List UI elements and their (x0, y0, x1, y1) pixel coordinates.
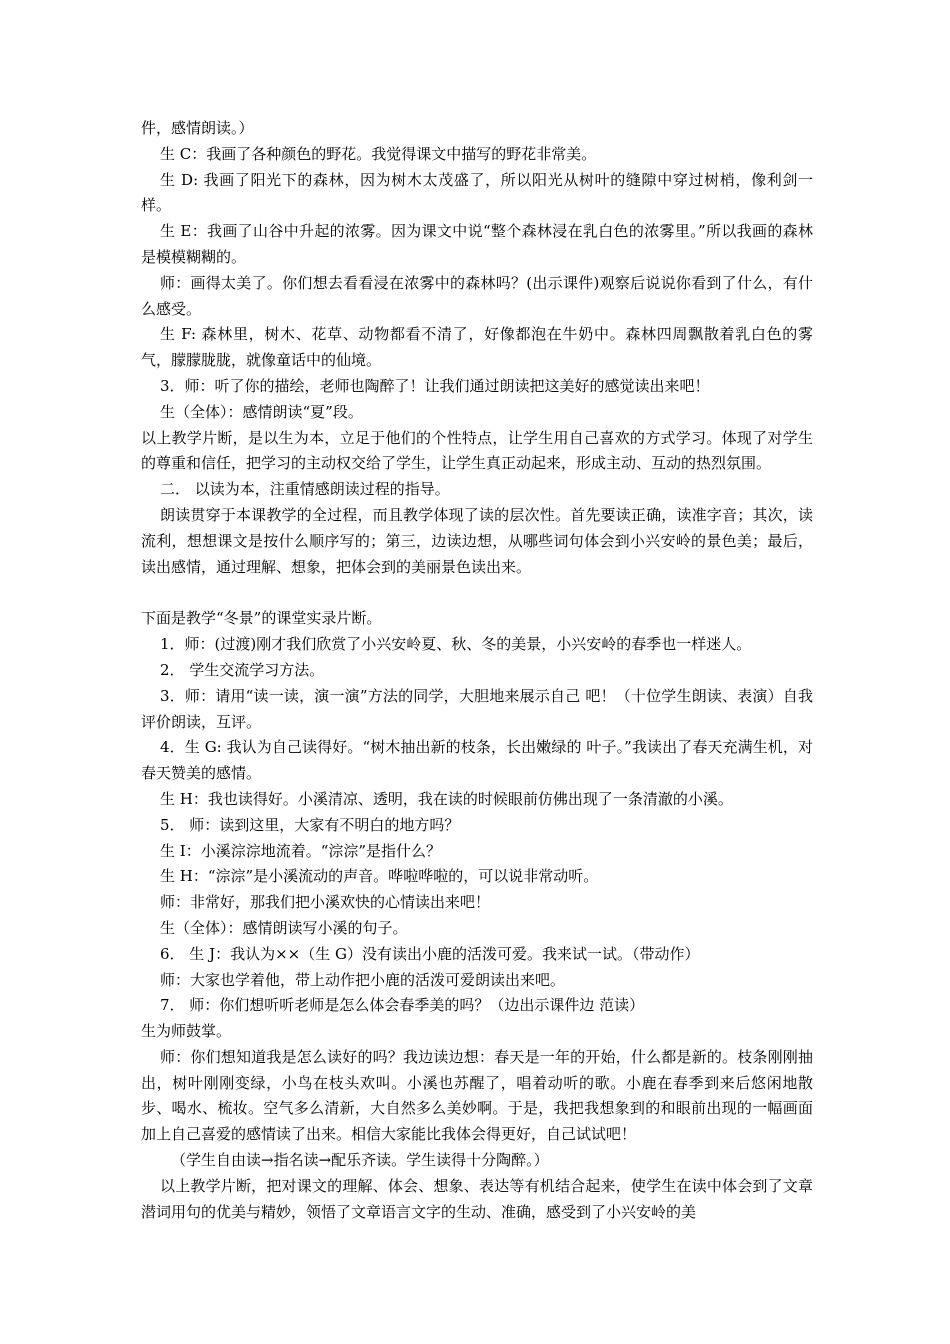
paragraph: 6． 生 J：我认为××（生 G）没有读出小鹿的活泼可爱。我来试一试。（带动作） (160, 944, 700, 963)
document-body (141, 116, 813, 1225)
paragraph: 下面是教学“冬景”的课堂实录片断。 (141, 609, 382, 628)
paragraph: 1．师：(过渡)刚才我们欣赏了小兴安岭夏、秋、冬的美景，小兴安岭的春季也一样迷人。 (160, 635, 752, 654)
paragraph: 师：画得太美了。你们想去看看浸在浓雾中的森林吗？(出示课件)观察后说说你看到了什么，有什么感受。 (141, 273, 813, 318)
paragraph: 生 E：我画了山谷中升起的浓雾。因为课文中说“整个森林浸在乳白色的浓雾里。”所以我画的森林是模模糊糊的。 (141, 222, 813, 266)
blank-line (141, 580, 813, 606)
paragraph: 生 H：我也读得好。小溪清凉、透明，我在读的时候眼前仿佛出现了一条清澈的小溪。 (160, 789, 733, 808)
paragraph: 生为师鼓掌。 (141, 1022, 232, 1041)
paragraph: 生 C：我画了各种颜色的野花。我觉得课文中描写的野花非常美。 (160, 144, 597, 163)
paragraph: 师：你们想知道我是怎么读好的吗？我边读边想：春天是一年的开始，什么都是新的。枝条刚刚抽出，树叶刚刚变绿，小鸟在枝头欢叫。小溪也苏醒了，唱着动听的歌。小鹿在春季到来后悠闲地散步、喝水、梳妆。空气多么清新，大自然多么美妙啊。于是，我把我想象到的和眼前出现的一幅画面加上自己喜爱的感情读了出来。相信大家能比我体会得更好，自己试试吧！ (141, 1047, 813, 1144)
paragraph: （学生自由读→指名读→配乐齐读。学生读得十分陶醉。） (171, 1151, 549, 1170)
paragraph: 生 I：小溪淙淙地流着。“淙淙”是指什么？ (160, 841, 442, 860)
paragraph: 2． 学生交流学习方法。 (160, 660, 325, 679)
paragraph: 师：非常好，那我们把小溪欢快的心情读出来吧！ (160, 893, 491, 912)
paragraph: 师：大家也学着他，带上动作把小鹿的活泼可爱朗读出来吧。 (160, 970, 566, 989)
paragraph: 生（全体）：感情朗读写小溪的句子。 (160, 918, 408, 937)
paragraph: 3．师：听了你的描绘，老师也陶醉了！让我们通过朗读把这美好的感觉读出来吧！ (160, 376, 710, 395)
paragraph: 件，感情朗读。） (141, 119, 254, 137)
paragraph: 以上教学片断，把对课文的理解、体会、想象、表达等有机结合起来，使学生在读中体会到了文章潜词用句的优美与精妙，领悟了文章语言文字的生动、准确，感受到了小兴安岭的美 (141, 1176, 813, 1221)
section-heading: 二． 以读为本，注重情感朗读过程的指导。 (160, 480, 450, 499)
paragraph: 7． 师：你们想听听老师是怎么体会春季美的吗？（边出示课件边 范读） (160, 996, 645, 1015)
paragraph: 5． 师：读到这里，大家有不明白的地方吗？ (160, 815, 460, 834)
paragraph: 生 H：“淙淙”是小溪流动的声音。哗啦哗啦的，可以说非常动听。 (160, 867, 599, 886)
paragraph: 生（全体）：感情朗读“夏”段。 (160, 402, 363, 421)
paragraph: 生 F: 森林里，树木、花草、动物都看不清了，好像都泡在牛奶中。森林四周飘散着乳白色的雾气，朦朦胧胧，就像童话中的仙境。 (141, 325, 813, 370)
paragraph: 4．生 G: 我认为自己读得好。“树木抽出新的枝条，长出嫩绿的 叶子。”我读出了春天充满生机，对春天赞美的感情。 (141, 738, 813, 783)
paragraph: 以上教学片断，是以生为本，立足于他们的个性特点，让学生用自己喜欢的方式学习。体现了对学生的尊重和信任，把学习的主动权交给了学生，让学生真正动起来，形成主动、互动的热烈氛围。 (141, 428, 813, 473)
paragraph: 生 D: 我画了阳光下的森林，因为树木太茂盛了，所以阳光从树叶的缝隙中穿过树梢，像利剑一样。 (141, 170, 813, 215)
paragraph: 3．师：请用“读一读，演一演”方法的同学，大胆地来展示自己 吧！（十位学生朗读、表演）自我评价朗读，互评。 (141, 686, 813, 731)
paragraph: 朗读贯穿于本课教学的全过程，而且教学体现了读的层次性。首先要读正确，读准字音；其次，读流利，想想课文是按什么顺序写的；第三，边读边想，从哪些词句体会到小兴安岭的景色美；最后，读出感情，通过理解、想象，把体会到的美丽景色读出来。 (141, 505, 813, 576)
